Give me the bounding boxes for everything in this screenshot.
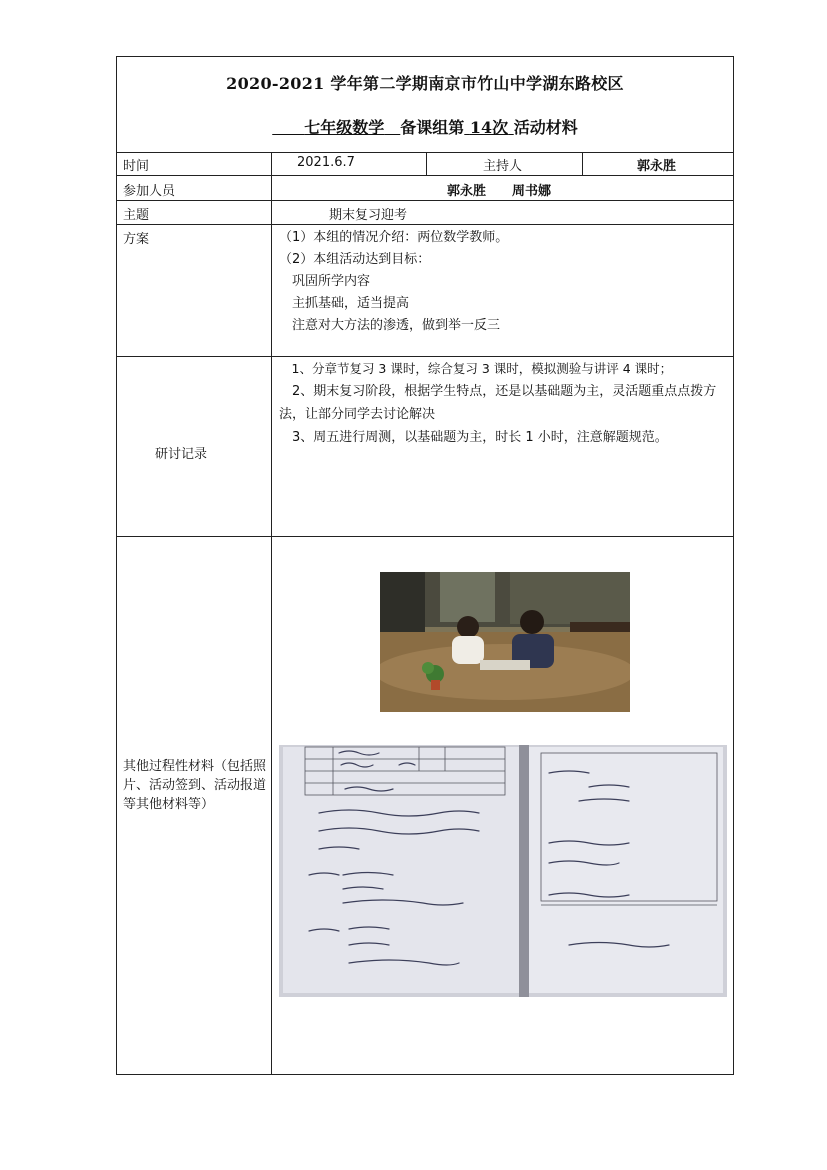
materials-row	[117, 537, 733, 1074]
record-row	[117, 357, 733, 537]
title-suffix: 活动材料	[513, 118, 578, 137]
title-grade: 七年级数学	[304, 118, 385, 137]
divider	[582, 152, 583, 175]
title-mid: 备课组第	[400, 118, 465, 137]
participants-value: 郭永胜 周书娜	[447, 184, 552, 199]
record-label: 研讨记录	[155, 447, 208, 462]
topic-label: 主题	[123, 208, 150, 223]
divider	[271, 201, 272, 224]
title-session: 14次	[469, 118, 509, 137]
signin-sheet-image	[279, 745, 727, 997]
signin-sheet-photo	[279, 745, 727, 997]
document-header	[117, 57, 733, 153]
participants-row	[117, 176, 733, 201]
divider	[271, 357, 272, 536]
materials-label: 其他过程性材料（包括照片、活动签到、活动报道等其他材料等）	[123, 759, 267, 812]
plan-label: 方案	[123, 232, 150, 247]
document-table	[116, 56, 734, 1075]
record-item-3: 3、周五进行周测，以基础题为主，时长 1 小时，注意解题规范。	[279, 430, 668, 445]
topic-value: 期末复习迎考	[329, 208, 408, 223]
divider	[271, 225, 272, 356]
time-row	[117, 152, 733, 176]
plan-line: 注意对大方法的渗透，做到举一反三	[279, 318, 501, 333]
record-item-2: 2、期末复习阶段，根据学生特点，还是以基础题为主，灵活题重点点拨方法，让部分同学去讨论解决	[279, 384, 717, 422]
divider	[271, 537, 272, 1074]
topic-row	[117, 201, 733, 225]
record-item-1: 1、分章节复习 3 课时，综合复习 3 课时，模拟测验与讲评 4 课时；	[279, 361, 673, 376]
activity-title	[117, 115, 733, 138]
meeting-photo	[380, 572, 630, 712]
time-label: 时间	[123, 159, 150, 174]
divider	[271, 176, 272, 200]
plan-line: （1）本组的情况介绍：两位数学教师。	[279, 230, 509, 245]
plan-line: 巩固所学内容	[279, 274, 371, 289]
plan-line: （2）本组活动达到目标：	[279, 252, 431, 267]
meeting-photo-image	[380, 572, 630, 712]
host-label: 主持人	[483, 159, 523, 174]
plan-line: 主抓基础，适当提高	[279, 296, 410, 311]
participants-label: 参加人员	[123, 184, 176, 199]
plan-row	[117, 225, 733, 357]
school-title: 2020-2021 学年第二学期南京市竹山中学湖东路校区	[226, 74, 624, 93]
time-value: 2021.6.7	[297, 155, 355, 170]
divider	[426, 152, 427, 175]
host-value: 郭永胜	[637, 159, 677, 174]
divider	[271, 152, 272, 175]
